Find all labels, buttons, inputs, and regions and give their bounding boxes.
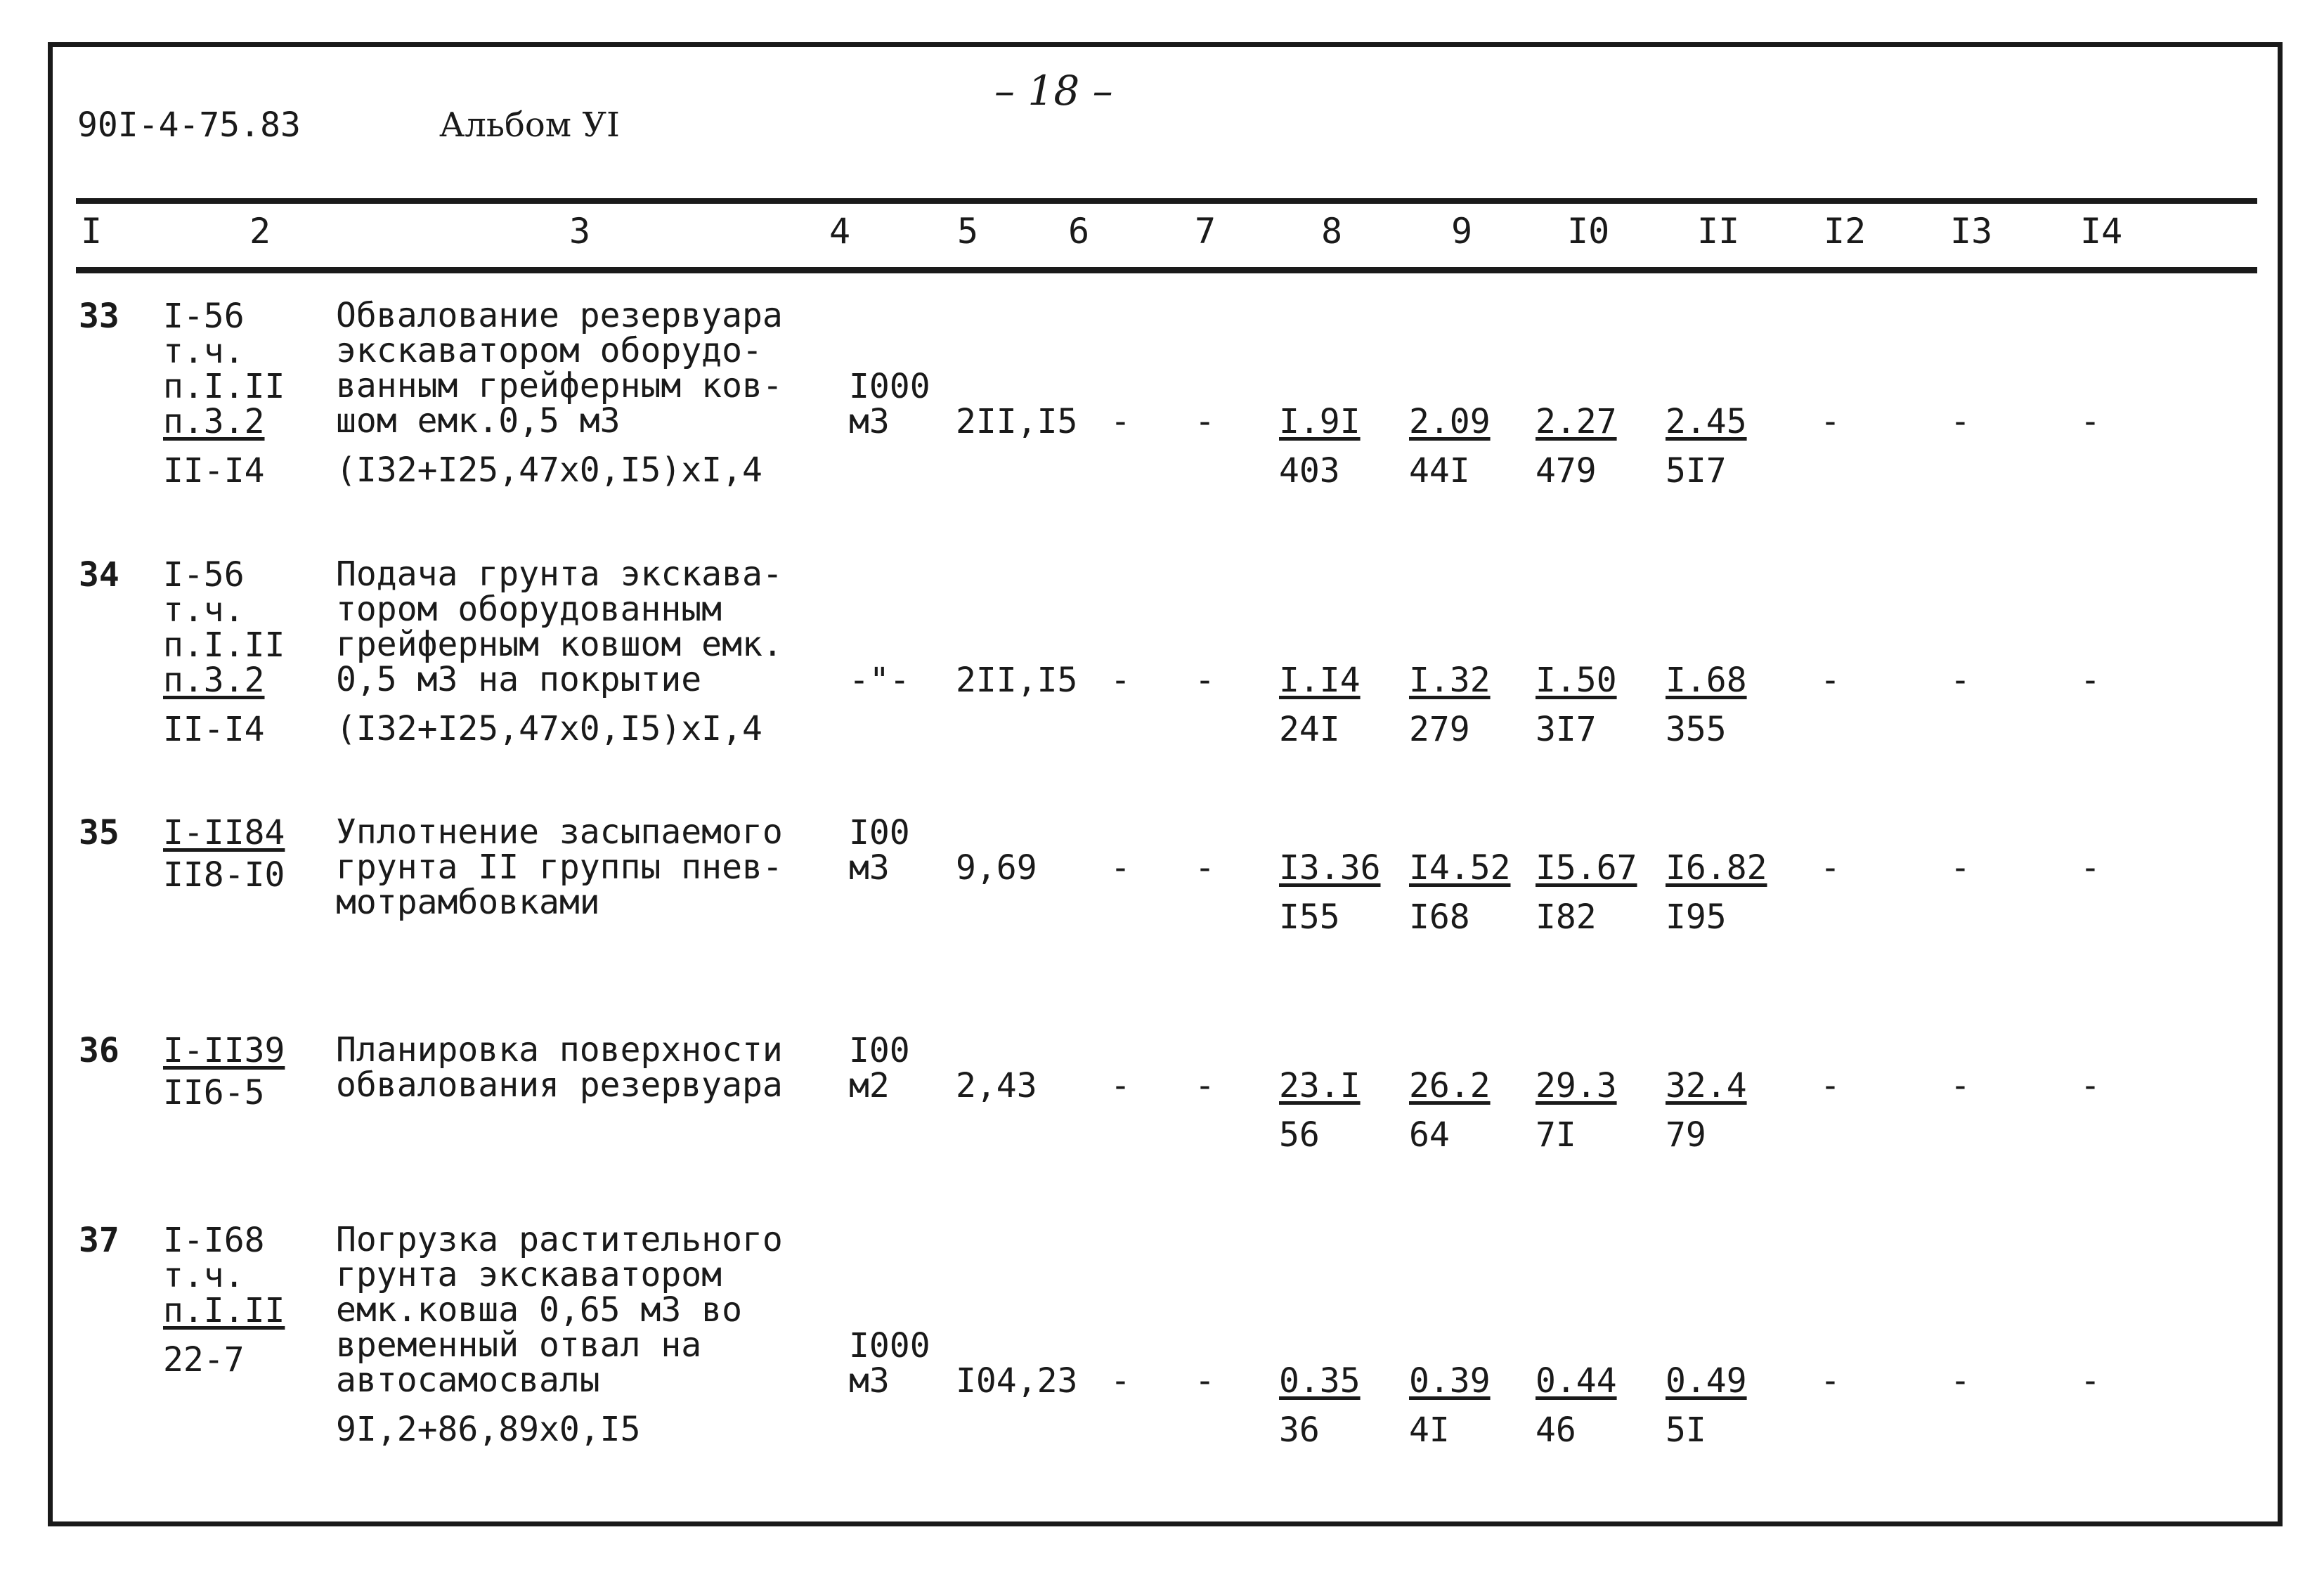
row-formula: 9I,2+86,89x0,I5 <box>336 1410 641 1449</box>
row-reference: т.ч. <box>163 590 245 630</box>
row-quantity: 2,43 <box>956 1066 1037 1105</box>
row-v8-value: I.9I <box>1279 402 1361 441</box>
row-number: 33 <box>79 297 119 336</box>
row-v8-cost: I55 <box>1279 897 1340 937</box>
row-description: мотрамбовками <box>336 883 600 922</box>
row-number: 37 <box>79 1221 119 1260</box>
column-header-3: 3 <box>569 211 591 252</box>
row-col14: - <box>2080 1361 2101 1401</box>
row-quantity: I04,23 <box>956 1361 1078 1401</box>
row-col7: - <box>1195 661 1215 700</box>
row-reference-sub: II8-I0 <box>163 855 285 895</box>
row-reference: I-I68 <box>163 1221 265 1260</box>
column-header-11: II <box>1697 211 1740 252</box>
row-col12: - <box>1820 848 1841 888</box>
row-col6: - <box>1110 402 1131 441</box>
row-reference-sub: II-I4 <box>163 451 265 491</box>
row-v10-value: 2.27 <box>1536 402 1617 441</box>
album-title: Альбом УI <box>439 105 621 145</box>
row-col12: - <box>1820 402 1841 441</box>
page-number: – 18 – <box>994 67 1113 115</box>
row-v8-value: I.I4 <box>1279 661 1361 700</box>
row-number: 34 <box>79 555 119 595</box>
row-reference: п.I.II <box>163 367 285 406</box>
row-unit: м3 <box>849 402 890 441</box>
row-v11-cost: 5I7 <box>1666 451 1727 491</box>
row-unit: -"- <box>849 661 910 700</box>
row-description: Подача грунта экскава- <box>336 554 783 594</box>
row-v10-cost: 3I7 <box>1536 710 1597 749</box>
column-header-13: I3 <box>1950 211 1993 252</box>
row-description: автосамосвалы <box>336 1361 600 1400</box>
row-col7: - <box>1195 848 1215 888</box>
row-reference: I-56 <box>163 555 245 595</box>
row-v9-value: I.32 <box>1409 661 1491 700</box>
document-code: 90I-4-75.83 <box>77 105 301 145</box>
row-unit: м3 <box>849 848 890 888</box>
row-description: Погрузка растительного <box>336 1220 783 1259</box>
column-header-2: 2 <box>249 211 271 252</box>
column-header-8: 8 <box>1321 211 1343 252</box>
row-v10-cost: I82 <box>1536 897 1597 937</box>
row-col12: - <box>1820 1361 1841 1401</box>
row-v11-cost: I95 <box>1666 897 1727 937</box>
row-reference-sub: 22-7 <box>163 1340 245 1380</box>
row-v9-cost: 64 <box>1409 1115 1450 1155</box>
row-formula: (I32+I25,47x0,I5)xI,4 <box>336 709 762 748</box>
row-v11-cost: 355 <box>1666 710 1727 749</box>
row-col6: - <box>1110 848 1131 888</box>
row-col14: - <box>2080 402 2101 441</box>
row-v8-cost: 24I <box>1279 710 1340 749</box>
column-header-12: I2 <box>1824 211 1867 252</box>
table-header-rule <box>76 267 2257 273</box>
row-reference: п.3.2 <box>163 661 265 700</box>
row-unit: м3 <box>849 1361 890 1401</box>
row-v8-cost: 403 <box>1279 451 1340 491</box>
row-description: 0,5 м3 на покрытие <box>336 660 702 699</box>
row-unit: I00 <box>849 1031 910 1070</box>
row-v8-cost: 56 <box>1279 1115 1320 1155</box>
row-v11-cost: 79 <box>1666 1115 1706 1155</box>
row-col6: - <box>1110 1361 1131 1401</box>
row-unit: I00 <box>849 813 910 852</box>
row-col6: - <box>1110 1066 1131 1105</box>
row-description: Уплотнение засыпаемого <box>336 812 783 852</box>
row-reference: п.I.II <box>163 1291 285 1330</box>
column-header-4: 4 <box>829 211 851 252</box>
row-v10-cost: 7I <box>1536 1115 1576 1155</box>
row-col14: - <box>2080 1066 2101 1105</box>
row-v8-cost: 36 <box>1279 1410 1320 1450</box>
row-v9-cost: 279 <box>1409 710 1470 749</box>
row-description: грейферным ковшом емк. <box>336 625 783 664</box>
row-description: ванным грейферным ков- <box>336 366 783 405</box>
row-v9-cost: 44I <box>1409 451 1470 491</box>
row-v10-value: 29.3 <box>1536 1066 1617 1105</box>
row-unit: I000 <box>849 367 930 406</box>
row-description: экскаватором оборудо- <box>336 331 762 370</box>
row-reference: I-II84 <box>163 813 285 852</box>
row-description: шом емк.0,5 м3 <box>336 401 621 441</box>
row-v10-value: 0.44 <box>1536 1361 1617 1401</box>
row-quantity: 2II,I5 <box>956 661 1078 700</box>
row-col12: - <box>1820 661 1841 700</box>
row-col7: - <box>1195 1361 1215 1401</box>
row-reference: т.ч. <box>163 332 245 371</box>
row-formula: (I32+I25,47x0,I5)xI,4 <box>336 450 762 490</box>
row-unit: м2 <box>849 1066 890 1105</box>
row-v9-value: 0.39 <box>1409 1361 1491 1401</box>
row-col13: - <box>1950 848 1971 888</box>
table-top-rule <box>76 198 2257 204</box>
row-reference: т.ч. <box>163 1256 245 1295</box>
row-col13: - <box>1950 661 1971 700</box>
row-v9-cost: 4I <box>1409 1410 1450 1450</box>
row-col7: - <box>1195 1066 1215 1105</box>
row-col14: - <box>2080 661 2101 700</box>
row-col13: - <box>1950 402 1971 441</box>
row-v9-value: 26.2 <box>1409 1066 1491 1105</box>
row-v10-value: I.50 <box>1536 661 1617 700</box>
row-col7: - <box>1195 402 1215 441</box>
row-col13: - <box>1950 1066 1971 1105</box>
row-v9-value: 2.09 <box>1409 402 1491 441</box>
row-quantity: 9,69 <box>956 848 1037 888</box>
row-v9-value: I4.52 <box>1409 848 1511 888</box>
row-number: 36 <box>79 1031 119 1070</box>
row-v8-value: 23.I <box>1279 1066 1361 1105</box>
row-description: обвалования резервуара <box>336 1065 783 1105</box>
row-v11-value: 0.49 <box>1666 1361 1747 1401</box>
row-v9-cost: I68 <box>1409 897 1470 937</box>
row-v10-cost: 479 <box>1536 451 1597 491</box>
column-header-5: 5 <box>957 211 979 252</box>
row-col14: - <box>2080 848 2101 888</box>
column-header-9: 9 <box>1451 211 1473 252</box>
row-reference-sub: II-I4 <box>163 710 265 749</box>
row-v8-value: 0.35 <box>1279 1361 1361 1401</box>
row-v11-value: I.68 <box>1666 661 1747 700</box>
row-description: грунта II группы пнев- <box>336 848 783 887</box>
row-description: Планировка поверхности <box>336 1030 783 1070</box>
row-reference: п.3.2 <box>163 402 265 441</box>
row-reference: п.I.II <box>163 625 285 665</box>
column-header-6: 6 <box>1068 211 1090 252</box>
row-col12: - <box>1820 1066 1841 1105</box>
row-description: грунта экскаватором <box>336 1255 722 1294</box>
row-v8-value: I3.36 <box>1279 848 1381 888</box>
row-v11-value: 2.45 <box>1666 402 1747 441</box>
row-v11-value: 32.4 <box>1666 1066 1747 1105</box>
column-header-1: I <box>81 211 103 252</box>
row-description: емк.ковша 0,65 м3 во <box>336 1290 742 1330</box>
column-header-10: I0 <box>1567 211 1610 252</box>
row-col6: - <box>1110 661 1131 700</box>
row-reference: I-56 <box>163 297 245 336</box>
column-header-14: I4 <box>2080 211 2123 252</box>
row-v11-cost: 5I <box>1666 1410 1706 1450</box>
row-number: 35 <box>79 813 119 852</box>
row-reference: I-II39 <box>163 1031 285 1070</box>
row-unit: I000 <box>849 1326 930 1365</box>
row-v10-value: I5.67 <box>1536 848 1637 888</box>
column-header-7: 7 <box>1195 211 1216 252</box>
row-quantity: 2II,I5 <box>956 402 1078 441</box>
row-col13: - <box>1950 1361 1971 1401</box>
row-v10-cost: 46 <box>1536 1410 1576 1450</box>
row-reference-sub: II6-5 <box>163 1073 265 1112</box>
row-description: временный отвал на <box>336 1325 702 1365</box>
row-v11-value: I6.82 <box>1666 848 1767 888</box>
row-description: тором оборудованным <box>336 590 722 629</box>
row-description: Обвалование резервуара <box>336 296 783 335</box>
